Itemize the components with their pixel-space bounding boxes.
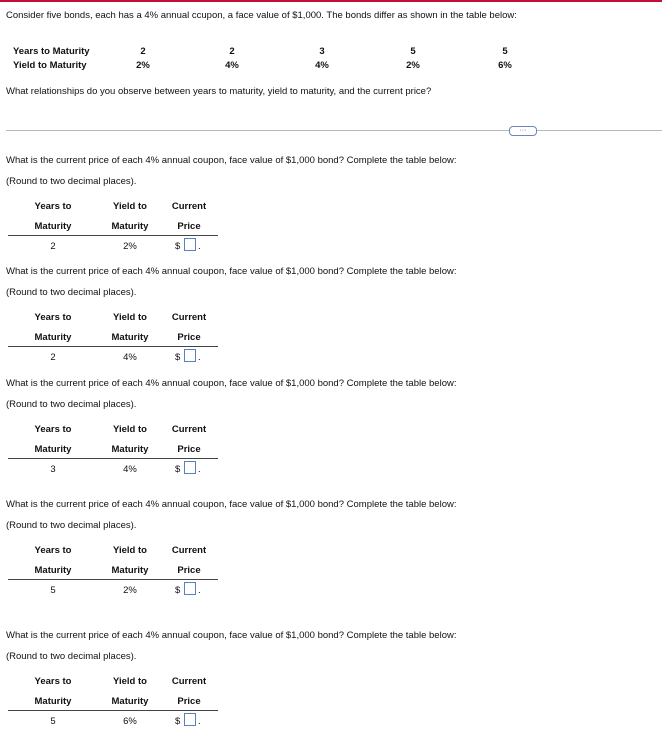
years-value: 3: [50, 464, 56, 475]
header-years-bottom: Maturity: [34, 444, 72, 455]
header-yield-top: Yield to: [113, 545, 147, 556]
header-years-top: Years to: [34, 424, 72, 435]
header-price-bottom: Price: [177, 221, 201, 232]
bond-3-yield: 4%: [315, 60, 329, 71]
years-value: 5: [50, 585, 56, 596]
header-years-top: Years to: [34, 545, 72, 556]
part-question: What is the current price of each 4% annual coupon, face value of $1,000 bond? Complete the table below:: [6, 499, 457, 510]
relationship-question: What relationships do you observe between years to maturity, yield to maturity, and the current price?: [6, 86, 432, 97]
part-question: What is the current price of each 4% annual coupon, face value of $1,000 bond? Complete the table below:: [6, 155, 457, 166]
header-price-top: Current: [171, 312, 207, 323]
header-yield-bottom: Maturity: [111, 221, 149, 232]
bond-1-years: 2: [140, 46, 146, 57]
yield-value: 2%: [123, 241, 137, 252]
top-accent-bar: [0, 0, 662, 2]
period: .: [198, 585, 201, 596]
dollar-sign: $: [175, 585, 181, 596]
bond-5-years: 5: [502, 46, 508, 57]
header-yield-top: Yield to: [113, 676, 147, 687]
dollar-sign: $: [175, 352, 181, 363]
bond-4-yield: 2%: [406, 60, 420, 71]
header-price-bottom: Price: [177, 444, 201, 455]
rounding-instruction: (Round to two decimal places).: [6, 651, 137, 662]
years-value: 5: [50, 716, 56, 727]
bond-table: [13, 46, 533, 74]
table-rule: [8, 235, 218, 236]
period: .: [198, 716, 201, 727]
table-rule: [8, 346, 218, 347]
header-yield-top: Yield to: [113, 424, 147, 435]
problem-intro: Consider five bonds, each has a 4% annual ccupon, a face value of $1,000. The bonds differ as shown in the table below:: [6, 10, 517, 21]
yield-value: 4%: [123, 464, 137, 475]
table-rule: [8, 579, 218, 580]
current-price-input[interactable]: [184, 349, 196, 362]
years-to-maturity-label: Years to Maturity: [13, 46, 90, 57]
dollar-sign: $: [175, 716, 181, 727]
header-yield-top: Yield to: [113, 312, 147, 323]
period: .: [198, 241, 201, 252]
period: .: [198, 352, 201, 363]
yield-value: 4%: [123, 352, 137, 363]
rounding-instruction: (Round to two decimal places).: [6, 287, 137, 298]
header-years-bottom: Maturity: [34, 221, 72, 232]
years-value: 2: [50, 352, 56, 363]
bond-3-years: 3: [319, 46, 325, 57]
bond-2-yield: 4%: [225, 60, 239, 71]
header-price-top: Current: [171, 424, 207, 435]
yield-value: 6%: [123, 716, 137, 727]
header-years-bottom: Maturity: [34, 565, 72, 576]
section-divider: [6, 130, 662, 131]
bond-2-years: 2: [229, 46, 235, 57]
yield-to-maturity-label: Yield to Maturity: [13, 60, 87, 71]
table-rule: [8, 458, 218, 459]
dollar-sign: $: [175, 464, 181, 475]
header-yield-bottom: Maturity: [111, 332, 149, 343]
current-price-input[interactable]: [184, 713, 196, 726]
header-yield-bottom: Maturity: [111, 696, 149, 707]
header-years-bottom: Maturity: [34, 696, 72, 707]
bond-5-yield: 6%: [498, 60, 512, 71]
bond-table-years-row: [13, 46, 533, 60]
header-yield-top: Yield to: [113, 201, 147, 212]
bond-table-yield-row: [13, 60, 533, 74]
rounding-instruction: (Round to two decimal places).: [6, 399, 137, 410]
header-years-top: Years to: [34, 676, 72, 687]
bond-4-years: 5: [410, 46, 416, 57]
dollar-sign: $: [175, 241, 181, 252]
bond-1-yield: 2%: [136, 60, 150, 71]
header-price-top: Current: [171, 201, 207, 212]
header-price-top: Current: [171, 676, 207, 687]
header-years-top: Years to: [34, 312, 72, 323]
header-price-bottom: Price: [177, 565, 201, 576]
header-yield-bottom: Maturity: [111, 444, 149, 455]
part-question: What is the current price of each 4% annual coupon, face value of $1,000 bond? Complete the table below:: [6, 630, 457, 641]
header-price-bottom: Price: [177, 332, 201, 343]
header-years-bottom: Maturity: [34, 332, 72, 343]
period: .: [198, 464, 201, 475]
part-question: What is the current price of each 4% annual coupon, face value of $1,000 bond? Complete the table below:: [6, 378, 457, 389]
current-price-input[interactable]: [184, 582, 196, 595]
expand-more-button[interactable]: ···: [509, 126, 537, 136]
current-price-input[interactable]: [184, 238, 196, 251]
rounding-instruction: (Round to two decimal places).: [6, 520, 137, 531]
table-rule: [8, 710, 218, 711]
part-question: What is the current price of each 4% annual coupon, face value of $1,000 bond? Complete the table below:: [6, 266, 457, 277]
yield-value: 2%: [123, 585, 137, 596]
header-years-top: Years to: [34, 201, 72, 212]
current-price-input[interactable]: [184, 461, 196, 474]
header-price-top: Current: [171, 545, 207, 556]
years-value: 2: [50, 241, 56, 252]
header-price-bottom: Price: [177, 696, 201, 707]
rounding-instruction: (Round to two decimal places).: [6, 176, 137, 187]
header-yield-bottom: Maturity: [111, 565, 149, 576]
